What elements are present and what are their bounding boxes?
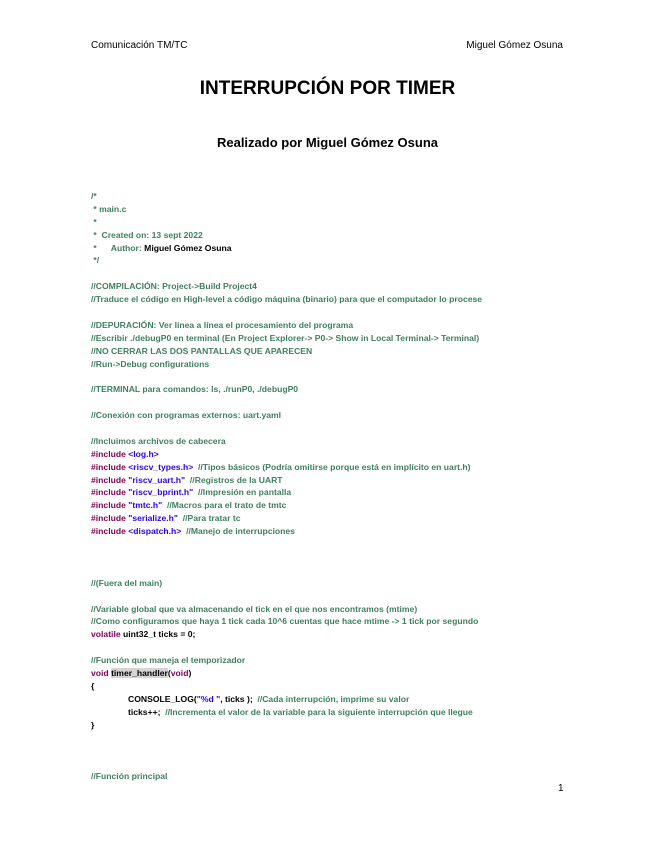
- code-line: //TERMINAL para comandos: ls, ./runP0, ./debugP0: [91, 384, 299, 395]
- code-token: #include: [91, 513, 126, 524]
- code-token: "tmtc.h": [128, 500, 163, 511]
- code-token: "serialize.h": [128, 513, 178, 524]
- code-token: void: [91, 667, 109, 678]
- code-line: *: [91, 216, 97, 227]
- page-number: 1: [558, 783, 564, 794]
- code-token: //Registros de la UART: [189, 474, 283, 485]
- code-token: timer_handler: [111, 667, 168, 678]
- document-subtitle: Realizado por Miguel Gómez Osuna: [216, 135, 439, 150]
- code-token: #include: [91, 487, 126, 498]
- code-line: [91, 512, 571, 525]
- code-line: //Escribir ./debugP0 en terminal (En Project Explorer-> P0-> Show in Local Terminal-> Terminal): [91, 332, 480, 343]
- code-line: [91, 461, 571, 474]
- code-line: //DEPURACIÓN: Ver línea a línea el procesamiento del programa: [91, 319, 354, 330]
- code-line: //Conexión con programas externos: uart.yaml: [91, 410, 282, 421]
- code-line: //Función principal: [91, 771, 168, 782]
- code-line: [91, 525, 571, 538]
- code-line: [91, 693, 571, 706]
- code-token: uint32_t ticks = 0;: [120, 629, 196, 640]
- code-block: [91, 190, 571, 783]
- code-line: * main.c: [91, 203, 127, 214]
- code-line: [91, 474, 571, 487]
- code-line: //Variable global que va almacenando el tick en el que nos encontramos (mtime): [91, 603, 418, 614]
- code-line: [91, 499, 571, 512]
- code-token: ): [188, 667, 192, 678]
- code-line: //Función que maneja el temporizador: [91, 655, 246, 666]
- code-line: //Traduce el código en High-level a código máquina (binario) para que el computador lo procese: [91, 294, 483, 305]
- code-line: //Run->Debug configurations: [91, 358, 210, 369]
- code-token: //Impresión en pantalla: [198, 487, 292, 498]
- code-token: #include: [91, 500, 126, 511]
- document-title: INTERRUPCIÓN POR TIMER: [199, 78, 456, 99]
- code-token: , ticks );: [220, 693, 258, 704]
- code-token: //Manejo de interrupciones: [186, 526, 295, 537]
- code-token: #include: [91, 526, 126, 537]
- code-line: * Created on: 13 sept 2022: [91, 229, 203, 240]
- code-token: //Tipos básicos (Podría omitirse porque está en implícito en uart.h): [198, 461, 471, 472]
- code-token: //Para tratar tc: [182, 513, 241, 524]
- code-token: #include: [91, 474, 126, 485]
- code-token: ticks++;: [128, 706, 166, 717]
- code-token: volatile: [91, 629, 121, 640]
- code-token: <dispatch.h>: [128, 526, 182, 537]
- code-line: [91, 667, 571, 680]
- code-token: *: [91, 242, 97, 253]
- code-line: [91, 706, 571, 719]
- code-token: <log.h>: [128, 448, 159, 459]
- code-token: //Macros para el trato de tmtc: [166, 500, 287, 511]
- code-token: Miguel Gómez Osuna: [144, 242, 232, 253]
- code-line: /*: [91, 191, 97, 201]
- code-line: //COMPILACIÓN: Project->Build Project4: [91, 281, 257, 292]
- code-token: //Cada interrupción, imprime su valor: [257, 693, 410, 704]
- code-line: {: [91, 680, 95, 691]
- code-token: "riscv_uart.h": [128, 474, 186, 485]
- code-line: [91, 486, 571, 499]
- code-line: [91, 242, 571, 255]
- code-line: //Como configuramos que haya 1 tick cada 10^6 cuentas que hace mtime -> 1 tick por segundo: [91, 616, 479, 627]
- code-token: CONSOLE_LOG(: [128, 693, 197, 704]
- code-line: //(Fuera del main): [91, 577, 163, 588]
- code-token: <riscv_types.h>: [128, 461, 194, 472]
- code-line: */: [91, 255, 100, 266]
- header-right-text: Miguel Gómez Osuna: [466, 40, 563, 51]
- code-token: void: [170, 667, 189, 678]
- code-token: Author:: [110, 242, 145, 253]
- code-line: }: [91, 719, 95, 730]
- code-token: "riscv_bprint.h": [128, 487, 194, 498]
- code-token: (: [167, 667, 171, 678]
- code-line: [91, 448, 571, 461]
- header-left-text: Comunicación TM/TC: [91, 40, 188, 51]
- code-token: "%d ": [196, 693, 221, 704]
- code-line: [91, 628, 571, 641]
- code-line: //Incluimos archivos de cabecera: [91, 435, 226, 446]
- code-token: #include: [91, 448, 126, 459]
- code-token: //Incrementa el valor de la variable para la siguiente interrupción que llegue: [165, 706, 473, 717]
- code-line: //NO CERRAR LAS DOS PANTALLAS QUE APARECEN: [91, 345, 313, 356]
- code-token: #include: [91, 461, 126, 472]
